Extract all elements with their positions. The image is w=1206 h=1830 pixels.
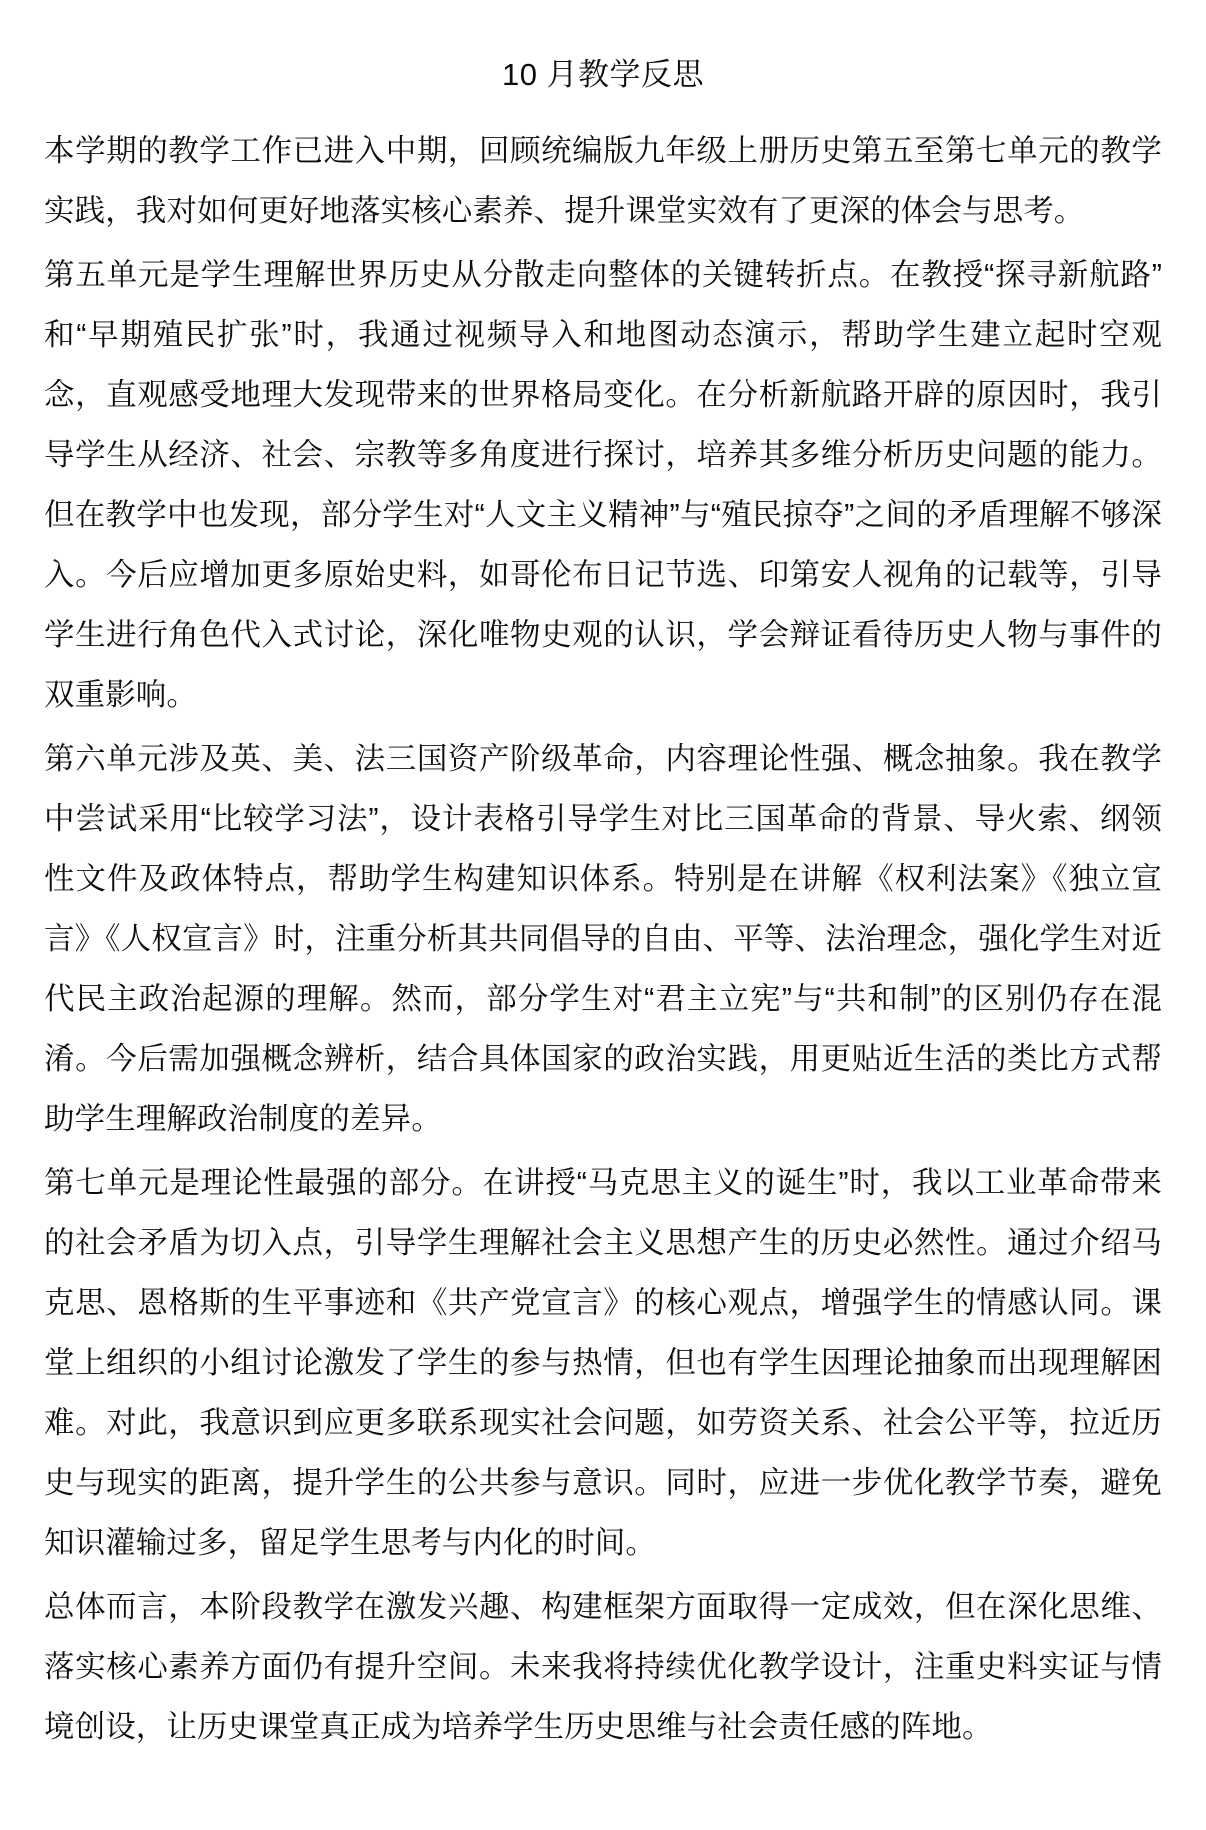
paragraph-unit-seven: 第七单元是理论性最强的部分。在讲授“马克思主义的诞生”时，我以工业革命带来的社会矛盾为切入点，引导学生理解社会主义思想产生的历史必然性。通过介绍马克思、恩格斯的生平事迹和《共产党宣言》的核心观点，增强学生的情感认同。课堂上组织的小组讨论激发了学生的参与热情，但也有学生因理论抽象而出现理解困难。对此，我意识到应更多联系现实社会问题，如劳资关系、社会公平等，拉近历史与现实的距离，提升学生的公共参与意识。同时，应进一步优化教学节奏，避免知识灌输过多，留足学生思考与内化的时间。 <box>44 1165 1162 1560</box>
paragraph-summary: 总体而言，本阶段教学在激发兴趣、构建框架方面取得一定成效，但在深化思维、落实核心素养方面仍有提升空间。未来我将持续优化教学设计，注重史料实证与情境创设，让历史课堂真正成为培养学生历史思维与社会责任感的阵地。 <box>44 1589 1162 1744</box>
page-title: 10 月教学反思 <box>501 57 705 92</box>
paragraph-unit-six: 第六单元涉及英、美、法三国资产阶级革命，内容理论性强、概念抽象。我在教学中尝试采用“比较学习法”，设计表格引导学生对比三国革命的背景、导火索、纲领性文件及政体特点，帮助学生构建知识体系。特别是在讲解《权利法案》《独立宣言》《人权宣言》时，注重分析其共同倡导的自由、平等、法治理念，强化学生对近代民主政治起源的理解。然而，部分学生对“君主立宪”与“共和制”的区别仍存在混淆。今后需加强概念辨析，结合具体国家的政治实践，用更贴近生活的类比方式帮助学生理解政治制度的差异。 <box>44 741 1162 1136</box>
document-body <box>44 121 1162 1757</box>
paragraph-intro: 本学期的教学工作已进入中期，回顾统编版九年级上册历史第五至第七单元的教学实践，我对如何更好地落实核心素养、提升课堂实效有了更深的体会与思考。 <box>44 133 1162 228</box>
paragraph-unit-five: 第五单元是学生理解世界历史从分散走向整体的关键转折点。在教授“探寻新航路”和“早期殖民扩张”时，我通过视频导入和地图动态演示，帮助学生建立起时空观念，直观感受地理大发现带来的世界格局变化。在分析新航路开辟的原因时，我引导学生从经济、社会、宗教等多角度进行探讨，培养其多维分析历史问题的能力。但在教学中也发现，部分学生对“人文主义精神”与“殖民掠夺”之间的矛盾理解不够深入。今后应增加更多原始史料，如哥伦布日记节选、印第安人视角的记载等，引导学生进行角色代入式讨论，深化唯物史观的认识，学会辩证看待历史人物与事件的双重影响。 <box>44 257 1162 712</box>
